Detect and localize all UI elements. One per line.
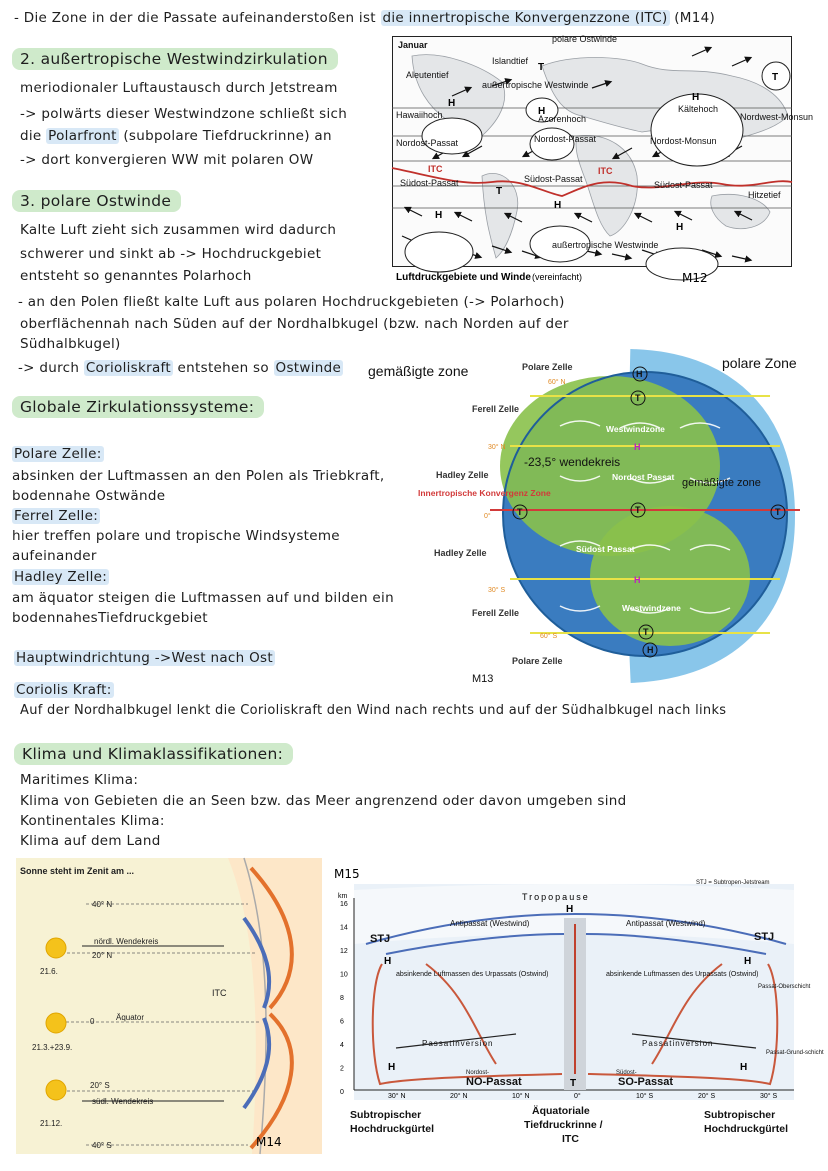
m15-ytick: 4 xyxy=(340,1042,344,1049)
m15-ytick: 10 xyxy=(340,971,348,979)
map-h-1: H xyxy=(448,98,456,109)
map-azorenhoch: Azorenhoch xyxy=(538,114,587,124)
m15-h-top: H xyxy=(566,904,574,915)
coriolis-highlight: Corioliskraft xyxy=(85,360,171,376)
m15-xtick: 0° xyxy=(574,1093,581,1100)
m15-no-passat: NO-Passat xyxy=(466,1076,522,1088)
itc-highlight: die innertropische Konvergenzzone (ITC) xyxy=(382,10,668,26)
hand-gemaessigte-zone-2: gemäßigte zone xyxy=(682,477,761,489)
m15-ytick: 16 xyxy=(340,901,348,908)
globe-itc-label: Innertropische Konvergenz Zone xyxy=(418,488,551,498)
map-h-5: H xyxy=(554,200,562,211)
klima-heading xyxy=(14,745,293,763)
globe-circulation-diagram xyxy=(360,346,828,686)
polar-cell-title-text: Polare Zelle: xyxy=(14,446,102,462)
m15-ytick: 6 xyxy=(340,1018,344,1026)
m15-h-right-upper: H xyxy=(744,956,752,967)
m15-oberschicht: Passat-Oberschicht xyxy=(758,984,811,990)
klima-heading-text: Klima und Klimaklassifikationen: xyxy=(14,743,293,765)
map-suedost-passat-2: Südost-Passat xyxy=(524,174,583,184)
intro-text: - Die Zone in der die Passate aufeinanderstoßen ist xyxy=(14,10,381,26)
m15-h-left-upper: H xyxy=(384,956,392,967)
section3-l5: oberflächennah nach Süden auf der Nordhalbkugel (bzw. nach Norden auf der xyxy=(20,316,569,332)
m15-xtick: 10° S xyxy=(636,1093,654,1100)
map-nordost-passat-2: Nordost-Passat xyxy=(534,134,597,144)
globe-h-3: H xyxy=(634,442,641,452)
ferrel-cell-title-text: Ferrel Zelle: xyxy=(14,508,99,524)
m15-absinkend-left: absinkende Luftmassen des Urpassats (Ostwind) xyxy=(396,971,549,978)
m14-0: 0 xyxy=(90,1017,95,1026)
globe-westwindzone-top: Westwindzone xyxy=(606,424,665,434)
hand-polare-zone: polare Zone xyxy=(722,355,797,371)
globe-h-1: H xyxy=(636,369,643,379)
section2-l1: meriodionaler Luftaustausch durch Jetstream xyxy=(20,80,338,96)
map-nordost-monsun: Nordost-Monsun xyxy=(650,136,717,146)
m15-xtick: 30° N xyxy=(388,1093,406,1100)
m14-40s: 40° S xyxy=(92,1141,112,1150)
map-suedost-passat-3: Südost-Passat xyxy=(654,180,713,190)
m15-antipassat-right: Antipassat (Westwind) xyxy=(626,919,706,928)
m15-suedost-small: Südost- xyxy=(616,1070,637,1076)
main-wind-direction xyxy=(14,650,275,666)
m15-inversion-right: Passatinversion xyxy=(642,1039,714,1048)
m15-ytick: 14 xyxy=(340,924,348,932)
intro-ref: (M14) xyxy=(674,10,716,26)
section2-l3-post: (subpolare Tiefdruckrinne) an xyxy=(118,128,332,144)
m15-ytick: 12 xyxy=(340,948,348,955)
m15-antipassat-left: Antipassat (Westwind) xyxy=(450,919,530,928)
map-ref: M12 xyxy=(682,271,708,285)
m15-stj-left: STJ xyxy=(370,933,391,945)
m15-xtick: 20° N xyxy=(450,1093,468,1100)
map-polare-ostwinde: polare Ostwinde xyxy=(552,34,618,44)
m14-20s: 20° S xyxy=(90,1081,110,1090)
hadley-cell-title xyxy=(12,569,109,585)
map-t-3: T xyxy=(496,186,503,197)
globe-nordost-passat: Nordost Passat xyxy=(612,472,675,482)
section3-l6: Südhalbkugel) xyxy=(20,336,121,352)
m15-h-left-lower: H xyxy=(388,1062,396,1073)
map-t-1: T xyxy=(772,72,779,83)
globe-polare-zelle-top: Polare Zelle xyxy=(522,362,573,372)
globe-suedost-passat: Südost Passat xyxy=(576,544,635,554)
globe-hadley-top: Hadley Zelle xyxy=(436,470,489,480)
m14-40n: 40° N xyxy=(92,900,113,909)
globe-h-4: H xyxy=(634,575,641,585)
m15-km: km xyxy=(338,893,348,900)
zenith-itc-diagram xyxy=(16,858,322,1154)
m15-absinkend-right: absinkende Luftmassen des Urpassats (Ostwind) xyxy=(606,971,759,978)
map-h-2: H xyxy=(538,106,546,117)
map-h-6: H xyxy=(676,222,684,233)
section3-l7 xyxy=(18,360,343,376)
maritim-text: Klima von Gebieten die an Seen bzw. das Meer angrenzend oder davon umgeben sind xyxy=(20,793,627,809)
hadley-cell-title-text: Hadley Zelle: xyxy=(14,569,108,585)
globe-60s: 60° S xyxy=(540,633,558,640)
section3-l4: - an den Polen fließt kalte Luft aus polaren Hochdruckgebieten (-> Polarhoch) xyxy=(18,294,565,310)
map-kaeltehoch: Kältehoch xyxy=(678,104,719,114)
section3-l7-mid: entstehen so xyxy=(172,360,274,376)
m15-cap-mid-3: ITC xyxy=(562,1133,579,1145)
globe-h-2: H xyxy=(647,645,654,655)
polarfront-highlight: Polarfront xyxy=(48,128,117,144)
polar-cell-title xyxy=(12,446,104,462)
m14-wk-n: nördl. Wendekreis xyxy=(94,937,159,946)
m14-aequator: Äquator xyxy=(116,1013,145,1022)
map-aussertropische-bottom: außertropische Westwinde xyxy=(552,240,659,250)
globe-t-3: T xyxy=(635,505,641,515)
globe-ferell-bottom: Ferell Zelle xyxy=(472,608,520,618)
m15-h-right-lower: H xyxy=(740,1062,748,1073)
m15-tropopause: Tropopause xyxy=(522,892,590,902)
m15-xtick: 20° S xyxy=(698,1093,716,1100)
globe-hadley-bottom: Hadley Zelle xyxy=(434,548,487,558)
m15-ytick: 8 xyxy=(340,995,344,1002)
section3-l7-pre: -> durch xyxy=(18,360,84,376)
m15-ytick: 2 xyxy=(340,1065,344,1073)
globe-60n: 60° N xyxy=(548,379,566,386)
trade-wind-cross-section xyxy=(326,864,824,1160)
polar-cell-l2: bodennahe Ostwände xyxy=(12,488,166,504)
globe-t-1: T xyxy=(635,393,641,403)
global-heading-text: Globale Zirkulationssysteme: xyxy=(12,396,264,418)
m15-legend: STJ = Subtropen-Jetstream xyxy=(696,880,770,886)
map-t-2: T xyxy=(538,62,545,73)
m14-date3: 21.12. xyxy=(40,1119,63,1128)
m15-t: T xyxy=(570,1078,577,1089)
map-suedost-passat-1: Südost-Passat xyxy=(400,178,459,188)
ferrel-cell-title xyxy=(12,508,100,524)
section3-heading-text: 3. polare Ostwinde xyxy=(12,190,181,212)
section3-l2: schwerer und sinkt ab -> Hochdruckgebiet xyxy=(20,246,322,262)
m15-cap-right-2: Hochdruckgürtel xyxy=(704,1123,789,1135)
globe-t-4: T xyxy=(775,507,781,517)
globe-ref: M13 xyxy=(472,673,494,685)
pressure-wind-map xyxy=(392,34,814,285)
m15-so-passat: SO-Passat xyxy=(618,1076,674,1088)
ostwinde-highlight: Ostwinde xyxy=(275,360,342,376)
m14-ref: M14 xyxy=(256,1135,282,1149)
m14-date2: 21.3.+23.9. xyxy=(32,1043,73,1052)
map-hitzetief: Hitzetief xyxy=(748,190,781,200)
map-hawaiihoch: Hawaiihoch xyxy=(396,110,443,120)
globe-t-5: T xyxy=(643,627,649,637)
m14-itc: ITC xyxy=(212,988,227,998)
section3-heading xyxy=(12,192,181,210)
section2-heading xyxy=(12,50,338,68)
section2-l3 xyxy=(20,128,332,144)
m15-ytick: 0 xyxy=(340,1089,344,1096)
m15-xtick: 10° N xyxy=(512,1093,530,1100)
ferrel-cell-l1: hier treffen polare und tropische Windsysteme xyxy=(12,528,340,544)
hand-gemaessigte-zone: gemäßigte zone xyxy=(368,363,469,379)
globe-30n: 30° N xyxy=(488,444,506,451)
global-heading xyxy=(12,398,264,416)
map-islandtief: Islandtief xyxy=(492,56,529,66)
m14-20n: 20° N xyxy=(92,951,113,960)
map-aussertropische-top: außertropische Westwinde xyxy=(482,80,589,90)
kontinental-text: Klima auf dem Land xyxy=(20,833,161,849)
section2-heading-text: 2. außertropische Westwindzirkulation xyxy=(12,48,338,70)
globe-t-2: T xyxy=(517,507,523,517)
map-nordwest-monsun: Nordwest-Monsun xyxy=(740,112,814,122)
globe-30s: 30° S xyxy=(488,587,506,594)
m15-inversion-left: Passatinversion xyxy=(422,1039,494,1048)
m15-xtick: 30° S xyxy=(760,1093,778,1100)
polar-cell-l1: absinken der Luftmassen an den Polen als Triebkraft, xyxy=(12,468,385,484)
map-month: Januar xyxy=(398,40,428,50)
section2-l2: -> polwärts dieser Westwindzone schließt sich xyxy=(20,106,348,122)
map-caption-small: (vereinfacht) xyxy=(532,272,583,282)
m14-date1: 21.6. xyxy=(40,967,58,976)
m15-cap-mid-2: Tiefdruckrinne / xyxy=(524,1119,603,1131)
map-itc-2: ITC xyxy=(598,166,613,176)
m14-sonne: Sonne steht im Zenit am ... xyxy=(20,866,135,876)
map-nordost-passat-1: Nordost-Passat xyxy=(396,138,459,148)
globe-0: 0° xyxy=(484,513,491,520)
m15-stj-right: STJ xyxy=(754,931,775,943)
maritim-title: Maritimes Klima: xyxy=(20,772,139,788)
coriolis-text: Auf der Nordhalbkugel lenkt die Corioliskraft den Wind nach rechts und auf der Südhalbkugel nach links xyxy=(20,703,727,718)
m15-grundschicht: Passat-Grund-schicht xyxy=(766,1050,824,1056)
map-aleutentief: Aleutentief xyxy=(406,70,449,80)
hadley-cell-l2: bodennahesTiefdruckgebiet xyxy=(12,610,208,626)
m15-ref: M15 xyxy=(334,867,360,881)
map-caption: Luftdruckgebiete und Winde xyxy=(396,272,531,283)
section2-l3-pre: die xyxy=(20,128,47,144)
map-h-3: H xyxy=(692,92,700,103)
hadley-cell-l1: am äquator steigen die Luftmassen auf und bilden ein xyxy=(12,590,394,606)
intro-line xyxy=(14,10,715,26)
kontinental-title: Kontinentales Klima: xyxy=(20,813,165,829)
m15-nordost-small: Nordost- xyxy=(466,1070,490,1076)
section3-l3: entsteht so genanntes Polarhoch xyxy=(20,268,252,284)
m15-cap-left-1: Subtropischer xyxy=(350,1109,422,1121)
globe-polare-zelle-bottom: Polare Zelle xyxy=(512,656,563,666)
main-wind-direction-text: Hauptwindrichtung ->West nach Ost xyxy=(16,650,273,666)
m14-wk-s: südl. Wendekreis xyxy=(92,1097,154,1106)
hand-wendekreis: -23,5° wendekreis xyxy=(524,455,621,469)
m15-cap-left-2: Hochdruckgürtel xyxy=(350,1123,435,1135)
coriolis-title-text: Coriolis Kraft: xyxy=(16,682,112,698)
globe-ferell-top: Ferell Zelle xyxy=(472,404,520,414)
section2-l4: -> dort konvergieren WW mit polaren OW xyxy=(20,152,314,168)
m15-cap-mid-1: Äquatoriale xyxy=(532,1105,590,1117)
coriolis-title xyxy=(14,682,114,698)
ferrel-cell-l2: aufeinander xyxy=(12,548,97,564)
globe-westwindzone-bottom: Westwindzone xyxy=(622,603,681,613)
map-itc-1: ITC xyxy=(428,164,443,174)
map-h-4: H xyxy=(435,210,443,221)
m15-cap-right-1: Subtropischer xyxy=(704,1109,776,1121)
section3-l1: Kalte Luft zieht sich zusammen wird dadurch xyxy=(20,222,337,238)
